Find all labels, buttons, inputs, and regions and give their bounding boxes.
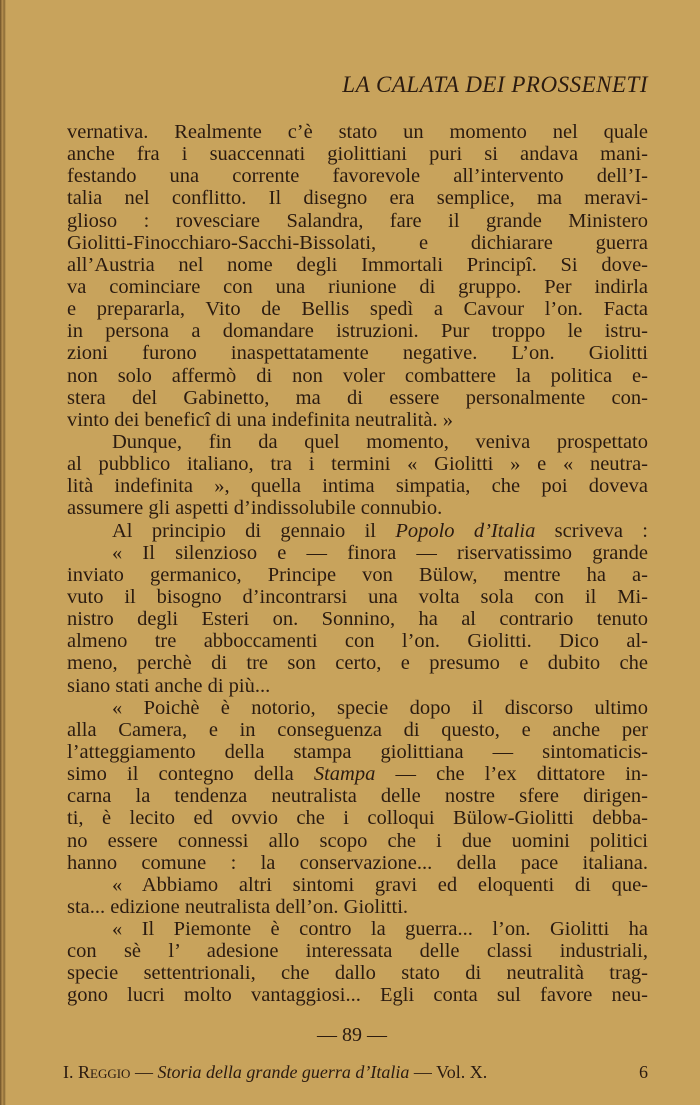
text-segment: ti, è lecito ed ovvio che i colloqui Bülow-Giolitti debba- <box>67 807 648 830</box>
text-segment: almeno tre abboccamenti con l’on. Giolitti. Dico al- <box>67 630 648 653</box>
text-line <box>67 785 648 807</box>
text-segment: assumere gli aspetti d’indissolubile connubio. <box>67 497 443 520</box>
text-segment: Al principio di gennaio il <box>112 519 396 542</box>
text-line <box>67 608 648 630</box>
footer-sep: — <box>130 1062 158 1082</box>
text-line <box>67 365 648 387</box>
text-line <box>67 320 648 342</box>
text-line <box>67 675 648 697</box>
text-segment: va cominciare con una riunione di gruppo. Per indirla <box>67 275 648 298</box>
text-segment: con sè l’ adesione interessata delle classi industriali, <box>67 940 648 963</box>
text-line <box>67 431 648 453</box>
text-segment: « Il Piemonte è contro la guerra... l’on. Giolitti ha <box>112 918 648 941</box>
text-line <box>67 586 648 608</box>
text-line <box>67 409 648 431</box>
text-line <box>67 874 648 896</box>
text-segment: « Poichè è notorio, specie dopo il discorso ultimo <box>112 696 648 719</box>
running-head: LA CALATA DEI PROSSENETI <box>342 72 648 97</box>
text-line <box>67 830 648 852</box>
text-segment: nistro degli Esteri on. Sonnino, ha al contrario tenuto <box>67 608 648 631</box>
text-segment: festando una corrente favorevole all’intervento dell’I- <box>67 165 648 188</box>
text-segment: Dunque, fin da quel momento, veniva prospettato <box>112 430 648 453</box>
text-line <box>67 852 648 874</box>
text-segment: simo il contegno della <box>67 763 314 786</box>
text-segment: hanno comune : la conservazione... della pace italiana. <box>67 851 648 874</box>
text-line <box>67 741 648 763</box>
text-line <box>67 276 648 298</box>
text-segment: vuto il bisogno d’incontrarsi una volta sola con il Mi- <box>67 585 648 608</box>
text-line <box>67 121 648 143</box>
text-segment: Giolitti-Finocchiaro-Sacchi-Bissolati, e dichiarare guerra <box>67 231 648 254</box>
text-segment: carna la tendenza neutralista delle nostre sfere dirigen- <box>67 785 648 808</box>
text-segment: al pubblico italiano, tra i termini « Giolitti » e « neutra- <box>67 453 648 476</box>
text-segment: stera del Gabinetto, ma di essere personalmente con- <box>67 386 648 409</box>
text-line <box>67 984 648 1006</box>
text-segment: meno, perchè di tre son certo, e presumo e dubito che <box>67 652 648 675</box>
text-segment: alla Camera, e in conseguenza di questo, e anche per <box>67 718 648 741</box>
text-line <box>67 254 648 276</box>
text-line <box>67 940 648 962</box>
text-segment: scriveva : <box>535 519 648 542</box>
text-line <box>67 763 648 785</box>
footer-title: Storia della grande guerra d’Italia <box>157 1062 410 1082</box>
text-segment: glioso : rovesciare Salandra, fare il grande Ministero <box>67 209 648 232</box>
text-line <box>67 187 648 209</box>
page-edge <box>0 0 6 1105</box>
text-line <box>67 918 648 940</box>
text-line <box>67 564 648 586</box>
text-segment: no essere connessi allo scopo che i due uomini politici <box>67 829 648 852</box>
text-segment: l’atteggiamento della stampa giolittiana — sintomaticis- <box>67 740 648 763</box>
text-line <box>67 143 648 165</box>
text-line <box>67 542 648 564</box>
text-segment: vinto dei beneficî di una indefinita neutralità. » <box>67 408 453 431</box>
italic-title: Popolo d’Italia <box>395 519 536 542</box>
footer-signature-line <box>63 1062 648 1083</box>
text-line <box>67 453 648 475</box>
text-segment: zioni furono inaspettatamente negative. L’on. Giolitti <box>67 342 648 365</box>
text-line <box>67 962 648 984</box>
text-segment: talia nel conflitto. Il disegno era semplice, ma meravi- <box>67 187 648 210</box>
text-segment: vernativa. Realmente c’è stato un momento nel quale <box>67 121 648 143</box>
text-segment: anche fra i suaccennati giolittiani puri si andava mani- <box>67 143 648 166</box>
text-segment: non solo affermò di non voler combattere la politica e- <box>67 364 648 387</box>
text-segment: siano stati anche di più... <box>67 674 271 697</box>
text-line <box>67 232 648 254</box>
text-segment: inviato germanico, Principe von Bülow, mentre ha a- <box>67 563 648 586</box>
text-segment: « Il silenzioso e — finora — riservatissimo grande <box>112 541 648 564</box>
text-segment: all’Austria nel nome degli Immortali Principî. Si dove- <box>67 253 648 276</box>
text-line <box>67 630 648 652</box>
footer-volume: — Vol. X. <box>409 1062 488 1082</box>
text-line <box>67 497 648 519</box>
text-segment: sta... edizione neutralista dell’on. Giolitti. <box>67 895 409 918</box>
text-line <box>67 210 648 232</box>
text-line <box>67 298 648 320</box>
text-segment: — che l’ex dittatore in- <box>375 763 648 786</box>
text-line <box>67 652 648 674</box>
text-line <box>67 387 648 409</box>
text-line <box>67 165 648 187</box>
text-line <box>67 807 648 829</box>
page-number: — 89 — <box>317 1024 387 1046</box>
text-line <box>67 342 648 364</box>
text-line <box>67 697 648 719</box>
text-line <box>67 520 648 542</box>
text-line <box>67 475 648 497</box>
text-segment: « Abbiamo altri sintomi gravi ed eloquenti di que- <box>112 873 648 896</box>
text-segment: in persona a domandare istruzioni. Pur troppo le istru- <box>67 320 648 343</box>
text-line <box>67 719 648 741</box>
text-segment: lità indefinita », quella intima simpatia, che poi doveva <box>67 475 648 498</box>
body-text <box>67 121 648 1007</box>
italic-title: Stampa <box>313 763 376 786</box>
footer-author: I. Reggio <box>63 1062 131 1082</box>
text-line <box>67 896 648 918</box>
text-segment: specie settentrionali, che dallo stato di neutralità trag- <box>67 962 648 985</box>
text-segment: gono lucri molto vantaggiosi... Egli conta sul favore neu- <box>67 984 648 1007</box>
text-segment: e prepararla, Vito de Bellis spedì a Cavour l’on. Facta <box>67 298 648 321</box>
footer-signature-mark: 6 <box>639 1062 648 1082</box>
